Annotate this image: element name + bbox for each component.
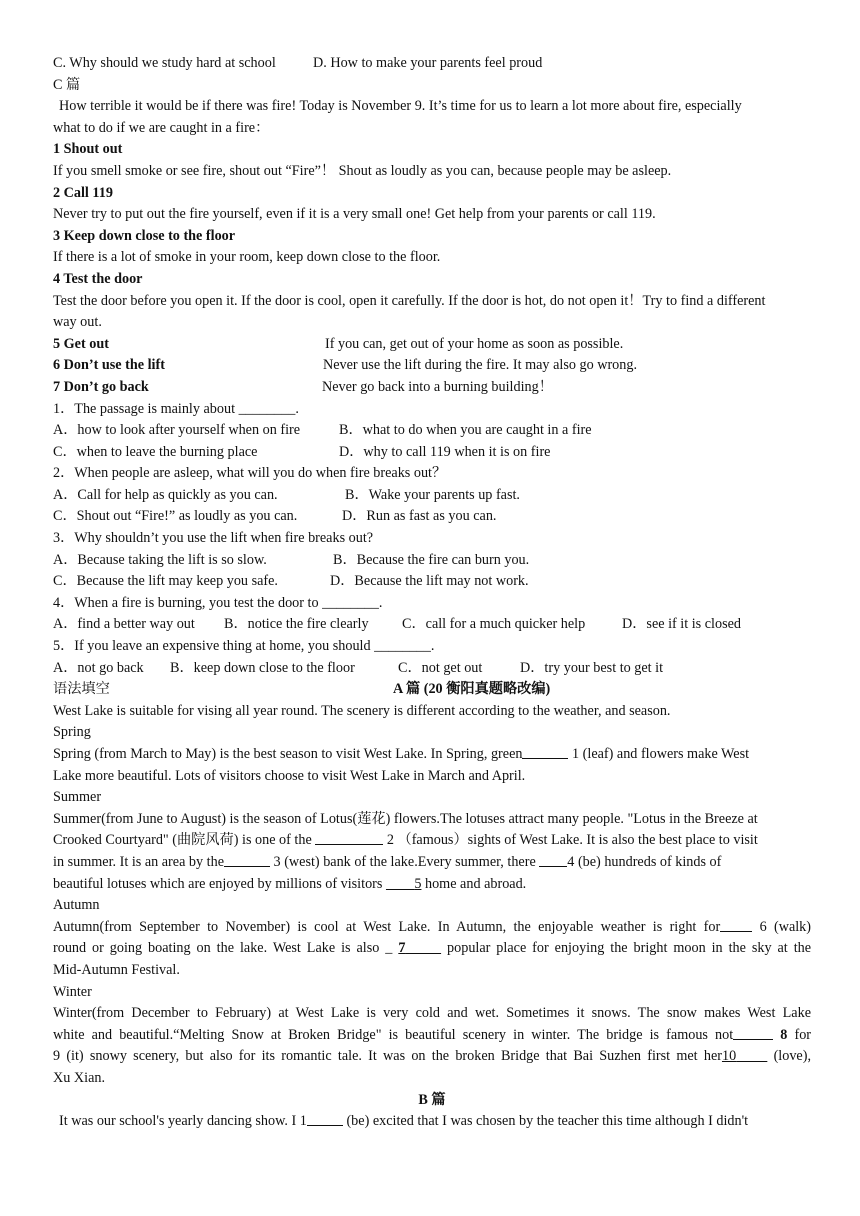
paragraph-line: If there is a lot of smoke in your room, keep down close to the floor.: [53, 249, 441, 266]
option-d: D．see if it is closed: [622, 616, 741, 633]
option-a: A．not go back: [53, 659, 144, 676]
option-c: C．when to leave the burning place: [53, 443, 258, 460]
blank-3[interactable]: [224, 852, 270, 867]
option-b: B．notice the fire clearly: [224, 616, 369, 633]
paragraph-line: Test the door before you open it. If the door is cool, open it carefully. If the door is hot, do not open it！Try to find a different: [53, 292, 766, 309]
options-row: [53, 506, 811, 528]
tip-text: If you can, get out of your home as soon as possible.: [325, 335, 624, 352]
paragraph-line: way out.: [53, 314, 102, 331]
options-row: [53, 420, 811, 442]
blank-6[interactable]: [720, 917, 752, 932]
paragraph-line: Mid-Autumn Festival.: [53, 961, 180, 978]
option-d: D．Because the lift may not work.: [330, 573, 529, 590]
tip-row: [53, 334, 811, 356]
paragraph-line: Winter(from December to February) at West Lake is very cold and wet. Sometimes it snows. The snow makes West Lake: [53, 1005, 811, 1022]
grammar-label: 语法填空: [53, 681, 110, 698]
tip-heading: 6 Don’t use the lift: [53, 357, 165, 374]
grammar-section-header: [53, 679, 811, 701]
paragraph-line: round or going boating on the lake. West Lake is also _ 7 popular place for enjoying the bright moon in the sky at the: [53, 940, 812, 957]
blank-7[interactable]: 7: [398, 940, 406, 957]
option-b: B．keep down close to the floor: [170, 659, 355, 676]
tip-heading: 2 Call 119: [53, 184, 113, 201]
blank-10[interactable]: 10: [721, 1048, 737, 1065]
season-heading: Winter: [53, 983, 92, 1000]
season-heading: Autumn: [53, 897, 100, 914]
paragraph-line: 9 (it) snowy scenery, but also for its romantic tale. It was on the broken Bridge that Bai Suzhen first met her10 (love),: [53, 1048, 811, 1065]
question-2: 2．When people are asleep, what will you do when fire breaks out？: [53, 465, 447, 482]
option-a: A．find a better way out: [53, 616, 195, 633]
tip-text: Never go back into a burning building！: [322, 378, 553, 395]
season-heading: Spring: [53, 724, 91, 741]
question-5: 5．If you leave an expensive thing at home, you should ________.: [53, 638, 435, 655]
options-row: [53, 614, 811, 636]
paragraph-line: How terrible it would be if there was fire! Today is November 9. It’s time for us to learn a lot more about fire, especially: [59, 98, 742, 115]
question-1: 1．The passage is mainly about ________.: [53, 400, 299, 417]
option-line: [53, 53, 811, 75]
paragraph-line: Summer(from June to August) is the season of Lotus(莲花) flowers.The lotuses attract many people. "Lotus in the Breeze at: [53, 810, 758, 827]
option-a: A．Because taking the lift is so slow.: [53, 551, 267, 568]
blank-1[interactable]: [522, 744, 568, 759]
options-row: [53, 658, 811, 680]
tip-row: [53, 355, 811, 377]
paragraph-line: what to do if we are caught in a fire：: [53, 119, 270, 136]
option-d: D．try your best to get it: [520, 659, 664, 676]
option-d: D．why to call 119 when it is on fire: [339, 443, 551, 460]
options-row: [53, 550, 811, 572]
tip-heading: 4 Test the door: [53, 270, 143, 287]
tip-heading: 7 Don’t go back: [53, 378, 149, 395]
tip-heading: 5 Get out: [53, 335, 109, 352]
section-heading-c: C 篇: [53, 76, 81, 93]
option-d: D．Run as fast as you can.: [342, 508, 497, 525]
question-4: 4．When a fire is burning, you test the door to ________.: [53, 594, 383, 611]
paragraph-line: Crooked Courtyard" (曲院风荷) is one of the 2 （famous）sights of West Lake. It is also the best place to visit: [53, 832, 758, 849]
paragraph-line: Autumn(from September to November) is cool at West Lake. In Autumn, the enjoyable weather is right for 6 (walk): [53, 918, 811, 935]
paragraph-line: white and beautiful.“Melting Snow at Broken Bridge" is beautiful scenery in winter. The bridge is famous not 8 for: [53, 1026, 812, 1043]
paragraph-line: Lake more beautiful. Lots of visitors choose to visit West Lake in March and April.: [53, 767, 526, 784]
option-c: C．Because the lift may keep you safe.: [53, 573, 278, 590]
section-heading-a: A 篇 (20 衡阳真题略改编): [393, 681, 551, 698]
question-3: 3．Why shouldn’t you use the lift when fire breaks out?: [53, 530, 374, 547]
blank-b1[interactable]: [307, 1111, 343, 1126]
option-c: C．call for a much quicker help: [402, 616, 586, 633]
options-row: [53, 442, 811, 464]
paragraph-line: It was our school's yearly dancing show. I 1 (be) excited that I was chosen by the teacher this time although I didn't: [59, 1113, 749, 1130]
blank-8[interactable]: [733, 1025, 773, 1040]
tip-row: [53, 377, 811, 399]
option-a: A．how to look after yourself when on fire: [53, 422, 301, 439]
blank-5[interactable]: 5: [414, 875, 422, 892]
paragraph-line: beautiful lotuses which are enjoyed by millions of visitors 5 home and abroad.: [53, 875, 527, 892]
paragraph-line: Spring (from March to May) is the best season to visit West Lake. In Spring, green 1 (leaf) and flowers make West: [53, 746, 750, 762]
blank-4[interactable]: [539, 852, 567, 867]
paragraph-line: If you smell smoke or see fire, shout out “Fire”！ Shout as loudly as you can, because people may be asleep.: [53, 162, 672, 179]
tip-heading: 1 Shout out: [53, 141, 123, 158]
option-c: C. Why should we study hard at school: [53, 55, 276, 71]
paragraph-line: Xu Xian.: [53, 1069, 106, 1086]
paragraph-line: West Lake is suitable for vising all year round. The scenery is different according to the weather, and season.: [53, 702, 671, 719]
tip-text: Never use the lift during the fire. It may also go wrong.: [323, 357, 638, 374]
paragraph-line: in summer. It is an area by the 3 (west) bank of the lake.Every summer, there 4 (be) hundreds of kinds of: [53, 853, 722, 870]
tip-heading: 3 Keep down close to the floor: [53, 227, 236, 244]
option-c: C．not get out: [398, 659, 483, 676]
option-b: B．Wake your parents up fast.: [345, 486, 520, 503]
options-row: [53, 571, 811, 593]
section-heading-b: B 篇: [418, 1091, 446, 1108]
season-heading: Summer: [53, 789, 102, 806]
option-a: A．Call for help as quickly as you can.: [53, 486, 278, 503]
option-b: B．what to do when you are caught in a fire: [339, 422, 592, 439]
document-page: [53, 53, 811, 1133]
blank-2[interactable]: [315, 830, 383, 845]
option-d: D. How to make your parents feel proud: [313, 55, 543, 71]
options-row: [53, 485, 811, 507]
option-b: B．Because the fire can burn you.: [333, 551, 530, 568]
option-c: C．Shout out “Fire!” as loudly as you can.: [53, 508, 298, 525]
paragraph-line: Never try to put out the fire yourself, even if it is a very small one! Get help from your parents or call 119.: [53, 206, 656, 223]
